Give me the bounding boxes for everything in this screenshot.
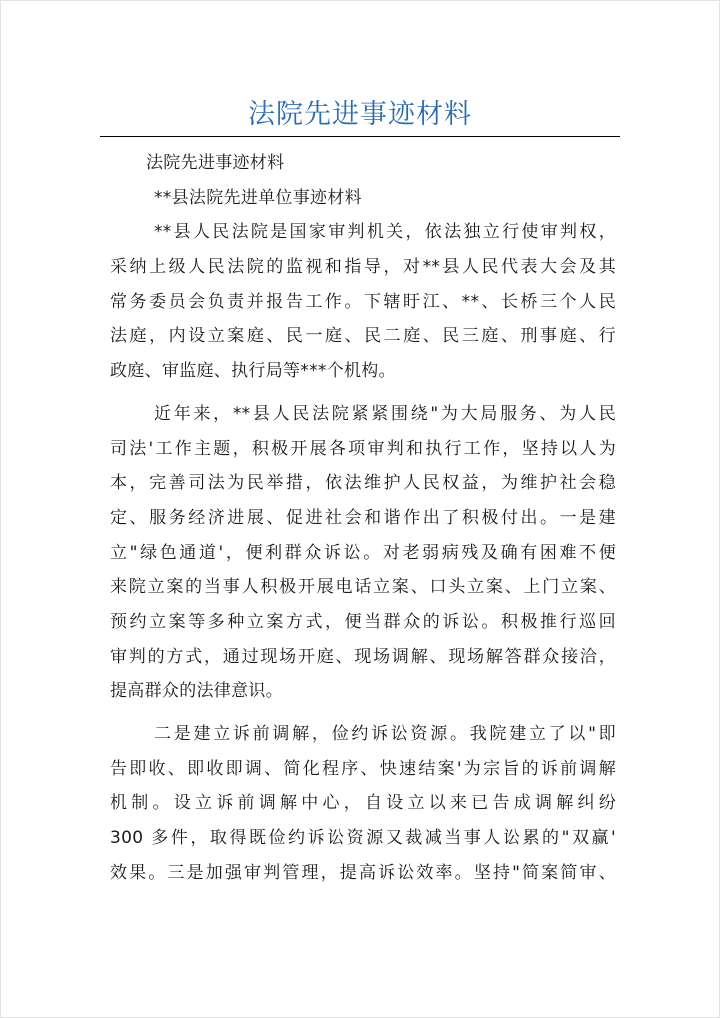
- text-line: 法庭，内设立案庭、民一庭、民二庭、民三庭、刑事庭、行: [110, 326, 616, 347]
- text-line: 常务委员会负责并报告工作。下辖盱江、**、长桥三个人民: [110, 291, 616, 312]
- text-line: 政庭、审监庭、执行局等***个机构。: [110, 361, 396, 382]
- text-line: 定、服务经济进展、促进社会和谐作出了积极付出。一是建: [110, 507, 616, 528]
- text-line: 近年来，**县人民法院紧紧围绕"为大局服务、为人民: [154, 403, 616, 424]
- text-line: 本，完善司法为民举措，依法维护人民权益，为维护社会稳: [110, 473, 616, 494]
- text-line: 采纳上级人民法院的监视和指导，对**县人民代表大会及其: [110, 257, 616, 278]
- text-line: 来院立案的当事人积极开展电话立案、口头立案、上门立案、: [110, 577, 616, 598]
- text-line: 司法'工作主题，积极开展各项审判和执行工作，坚持以人为: [110, 438, 616, 459]
- text-line: 机制。设立诉前调解中心，自设立以来已告成调解纠纷: [110, 793, 616, 814]
- text-line: 法院先进事迹材料: [146, 153, 285, 173]
- text-line: **县法院先进单位事迹材料: [154, 187, 362, 208]
- text-line: **县人民法院是国家审判机关，依法独立行使审判权，: [154, 222, 616, 243]
- text-line: 300 多件，取得既俭约诉讼资源又裁减当事人讼累的"双赢': [110, 828, 616, 849]
- text-line: 效果。三是加强审判管理，提高诉讼效率。坚持"简案简审、: [110, 862, 616, 883]
- text-line: 提高群众的法律意识。: [110, 681, 283, 702]
- text-line: 告即收、即收即调、简化程序、快速结案'为宗旨的诉前调解: [110, 758, 616, 779]
- text-line: 审判的方式，通过现场开庭、现场调解、现场解答群众接洽，: [110, 646, 616, 667]
- document-title: 法院先进事迹材料: [248, 99, 472, 130]
- text-line: 预约立案等多种立案方式，便当群众的诉讼。积极推行巡回: [110, 611, 616, 632]
- document-body: [110, 146, 616, 890]
- text-line: 立"绿色通道'，便利群众诉讼。对老弱病残及确有困难不便: [110, 542, 616, 563]
- title-divider: [100, 136, 620, 137]
- text-line: 二是建立诉前调解，俭约诉讼资源。我院建立了以"即: [154, 724, 616, 744]
